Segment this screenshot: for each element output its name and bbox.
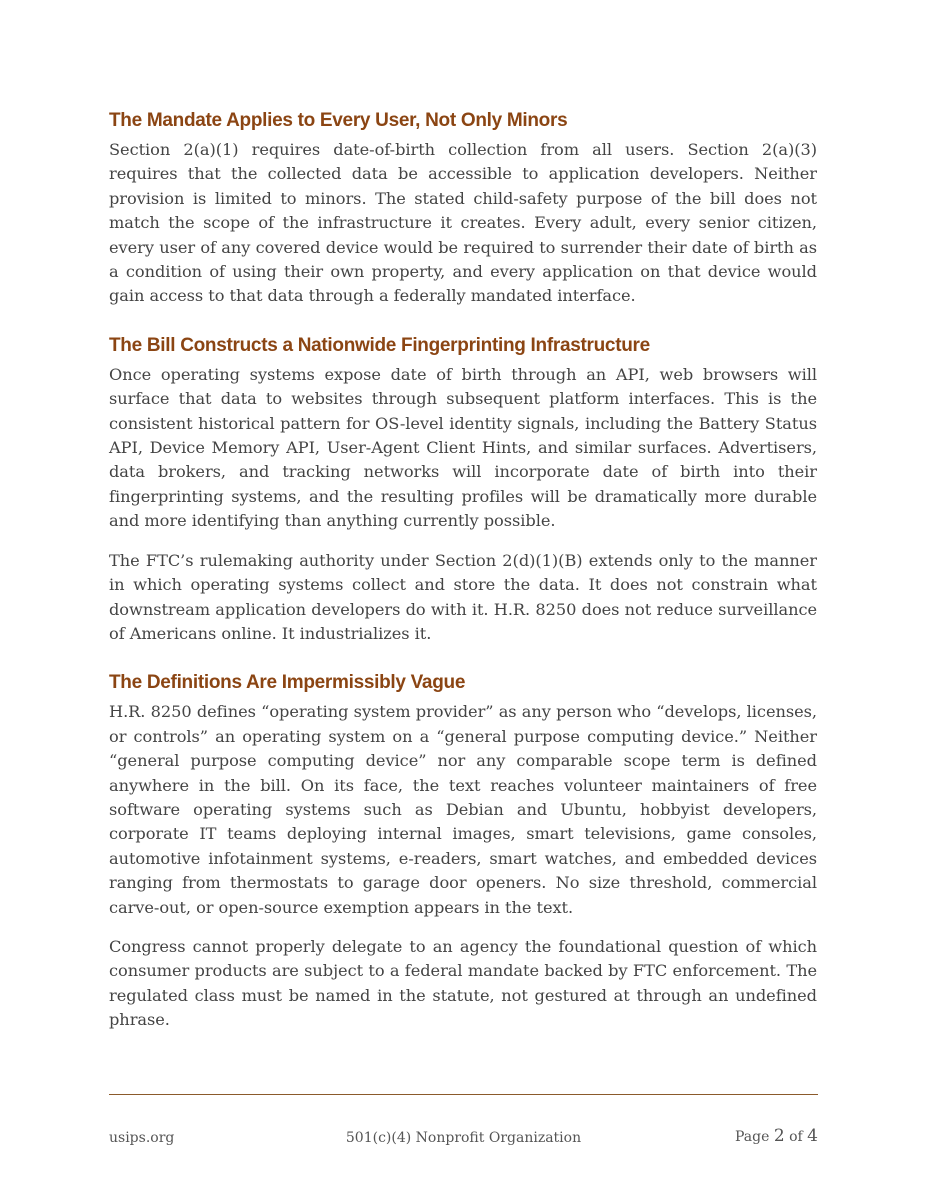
section-paragraph: Once operating systems expose date of birth through an API, web browsers will surface that data to websites through subsequent platform interfaces. This is the consistent historical pattern for OS-level identity signals, including the Battery Status API, Device Memory API, User-Agent Client Hints, and similar surfaces. Advertisers, data brokers, and tracking networks will incorporate date of birth into their fingerprinting systems, and the resulting profiles will be dramatically more durable and more identifying than anything currently possible.: [109, 364, 817, 531]
page-of: of: [789, 1129, 803, 1145]
section-mandate: [109, 108, 817, 309]
footer-page-number: [735, 1126, 818, 1146]
section-paragraph: Congress cannot properly delegate to an agency the foundational question of which consumer products are subject to a federal mandate backed by FTC enforcement. The regulated class must be named in the statute, not gestured at through an undefined phrase.: [109, 936, 817, 1030]
page-total: 4: [807, 1126, 818, 1146]
section-fingerprinting: [109, 333, 817, 646]
section-paragraph: The FTC’s rulemaking authority under Section 2(d)(1)(B) extends only to the manner in which operating systems collect and store the data. It does not constrain what downstream application developers do with it. H.R. 8250 does not reduce surveillance of Americans online. It industrializes it.: [109, 550, 817, 643]
section-heading: The Mandate Applies to Every User, Not Only Minors: [109, 110, 568, 131]
section-definitions: [109, 670, 817, 1032]
page-label: Page: [734, 1129, 770, 1145]
footer-website: usips.org: [109, 1130, 175, 1146]
section-paragraph: Section 2(a)(1) requires date-of-birth collection from all users. Section 2(a)(3) requires that the collected data be accessible to application developers. Neither provision is limited to minors. The stated child-safety purpose of the bill does not match the scope of the infrastructure it creates. Every adult, every senior citizen, every user of any covered device would be required to surrender their date of birth as a condition of using their own property, and every application on that device would gain access to that data through a federally mandated interface.: [109, 140, 817, 306]
section-heading: The Definitions Are Impermissibly Vague: [109, 672, 466, 694]
page-footer: [109, 1124, 818, 1152]
footer-divider: [109, 1094, 818, 1095]
section-heading: The Bill Constructs a Nationwide Fingerprinting Infrastructure: [109, 334, 650, 356]
page-current: 2: [773, 1126, 785, 1146]
page-content: [109, 108, 817, 1057]
footer-organization: 501(c)(4) Nonprofit Organization: [345, 1130, 582, 1146]
section-paragraph: H.R. 8250 defines “operating system provider” as any person who “develops, licenses, or controls” an operating system on a “general purpose computing device.” Neither “general purpose computing device” nor any comparable scope term is defined anywhere in the bill. On its face, the text reaches volunteer maintainers of free software operating systems such as Debian and Ubuntu, hobbyist developers, corporate IT teams deploying internal images, smart televisions, game consoles, automotive infotainment systems, e-readers, smart watches, and embedded devices ranging from thermostats to garage door openers. No size threshold, commercial carve-out, or open-source exemption appears in the text.: [109, 702, 817, 917]
